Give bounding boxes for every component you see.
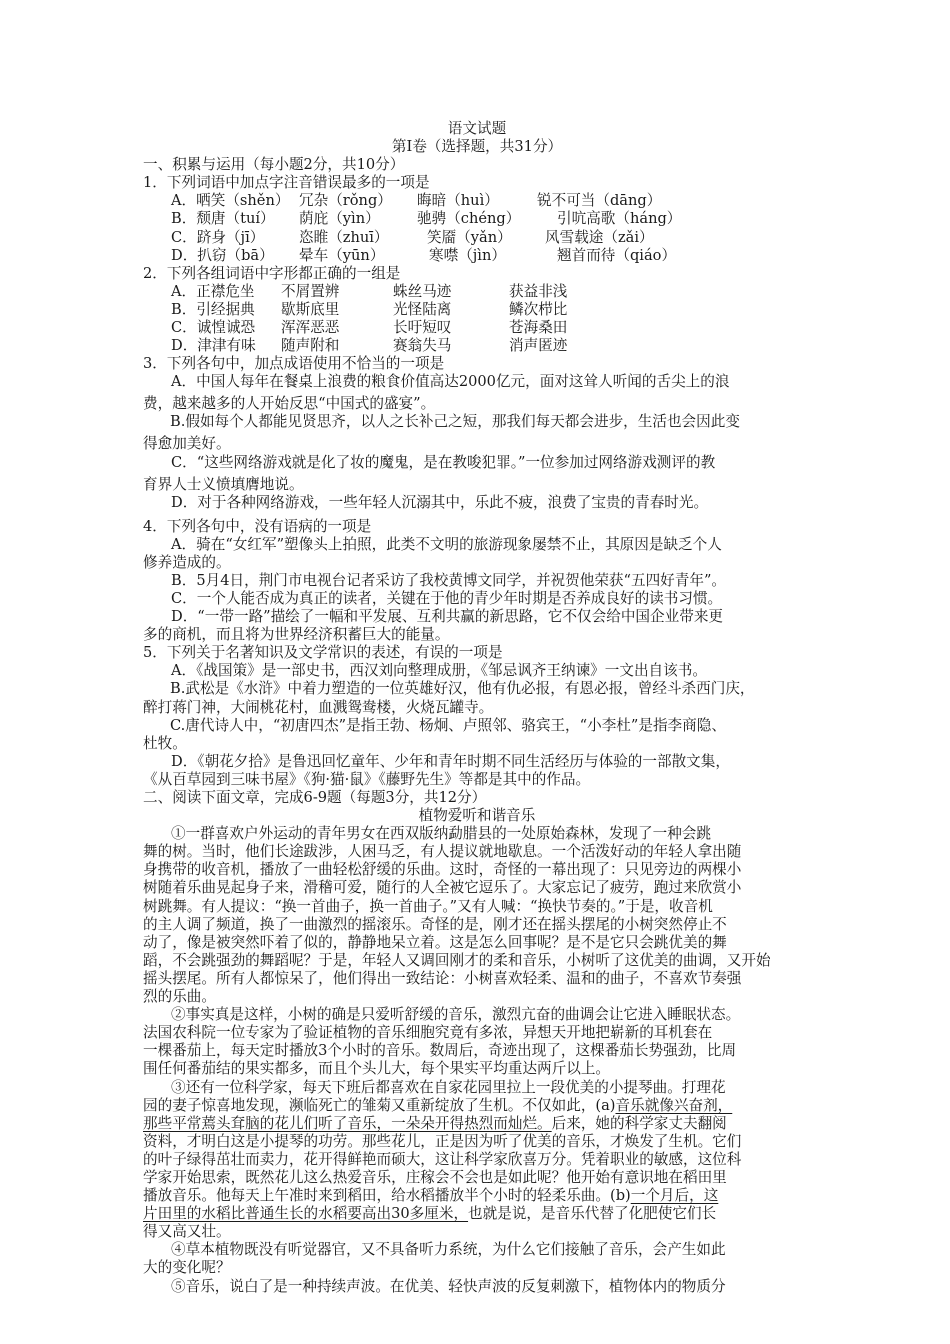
question-2-option-b bbox=[143, 301, 811, 319]
option-item: 随声附和 bbox=[281, 337, 340, 355]
paragraph-line: 围任何番茄结的果实都多，而且个头儿大，每个果实平均重达两斤以上。 bbox=[143, 1060, 611, 1078]
question-1-option-a bbox=[143, 192, 811, 210]
paragraph-line bbox=[143, 1097, 811, 1115]
article-title: 植物爱听和谐音乐 bbox=[418, 807, 536, 825]
option-item: 锐不可当（dāng） bbox=[537, 192, 662, 210]
option-item: B．颓唐（tuí） bbox=[171, 210, 275, 228]
paragraph-line: ⑤音乐，说白了是一种持续声波。在优美、轻快声波的反复刺激下，植物体内的物质分 bbox=[171, 1277, 726, 1295]
paragraph-text: 播放音乐。他每天上午准时来到稻田，给水稻播放半个小时的轻柔乐曲。(b) bbox=[143, 1187, 631, 1205]
question-4-option-a-line-2: 修养造成的。 bbox=[143, 553, 231, 571]
paragraph-line bbox=[143, 1115, 811, 1133]
paragraph-line: 蹈，不会跳强劲的舞蹈呢？于是，年轻人又调回刚才的柔和音乐，小树听了这优美的曲调，又开始 bbox=[143, 951, 771, 969]
underlined-sentence-a: 音乐就像兴奋剂， bbox=[615, 1096, 733, 1114]
paragraph-text: 也就是说，是音乐代替了化肥使它们长 bbox=[468, 1205, 717, 1223]
paragraph-3 bbox=[143, 1079, 811, 1242]
option-item: 鳞次栉比 bbox=[509, 300, 568, 318]
question-3-option-b-line-2: 得愈加美好。 bbox=[143, 435, 231, 453]
option-item: 浑浑恶恶 bbox=[281, 319, 340, 337]
option-item: 赛翁失马 bbox=[393, 337, 452, 355]
question-4-option-a-line-1: A．骑在“女红军”塑像头上拍照，此类不文明的旅游现象屡禁不止，其原因是缺乏个人 bbox=[171, 535, 722, 553]
paragraph-line bbox=[143, 1187, 811, 1205]
question-1-option-d bbox=[143, 247, 811, 265]
paragraph-2 bbox=[143, 1006, 811, 1078]
question-5-option-d-line-2: 《从百草园到三味书屋》《狗·猫·鼠》《藤野先生》等都是其中的作品。 bbox=[143, 770, 591, 788]
question-3-option-a-line-2: 费，越来越多的人开始反思“中国式的盛宴”。 bbox=[143, 395, 436, 413]
paragraph-line: ②事实真是这样，小树的确是只爱听舒缓的音乐，激烈亢奋的曲调会让它进入睡眠状态。 bbox=[171, 1006, 741, 1024]
option-item: 风雪载途（zǎi） bbox=[545, 228, 654, 246]
question-5-option-b-line-1: B.武松是《水浒》中着力塑造的一位英雄好汉，他有仇必报，有恩必报，曾经斗杀西门庆， bbox=[170, 680, 755, 698]
question-5-option-a-line-1: A．《战国策》是一部史书，西汉刘向整理成册，《邹忌讽齐王纳谏》一文出自该书。 bbox=[171, 662, 707, 680]
question-2-stem: 2．下列各组词语中字形都正确的一组是 bbox=[143, 264, 401, 282]
option-item: 寒噤（jìn） bbox=[429, 246, 506, 264]
option-item: 苍海桑田 bbox=[509, 319, 568, 337]
paragraph-text: 后来，她的科学家丈夫翻阅 bbox=[551, 1114, 727, 1132]
question-3-option-a-line-1: A．中国人每年在餐桌上浪费的粮食价值高达2000亿元，面对这耸人听闻的舌尖上的浪 bbox=[171, 373, 730, 391]
question-3-option-b-line-1: B.假如每个人都能见贤思齐，以人之长补己之短，那我们每天都会进步，生活也会因此变 bbox=[170, 413, 740, 431]
paragraph-line: 一棵番茄上，每天定时播放3个小时的音乐。数周后，奇迹出现了，这棵番茄长势强劲，比周 bbox=[143, 1042, 737, 1060]
paragraph-line: ③还有一位科学家，每天下班后都喜欢在自家花园里拉上一段优美的小提琴曲。打理花 bbox=[171, 1078, 726, 1096]
question-2-option-d bbox=[143, 337, 811, 355]
question-3-option-d-line-1: D．对于各种网络游戏，一些年轻人沉溺其中，乐此不疲，浪费了宝贵的青春时光。 bbox=[171, 493, 709, 511]
option-item: 歇斯底里 bbox=[281, 300, 340, 318]
question-5-option-c-line-2: 杜牧。 bbox=[143, 734, 187, 752]
question-3-option-c-line-1: C．“这些网络游戏就是化了妆的魔鬼，是在教唆犯罪。”一位参加过网络游戏测评的教 bbox=[171, 453, 716, 471]
option-item: 不屑置辨 bbox=[281, 282, 340, 300]
option-item: 翘首而待（qiáo） bbox=[557, 246, 677, 264]
option-item: 冗杂（rǒng） bbox=[299, 192, 392, 210]
paragraph-line: 学家开始思索，既然花儿这么热爱音乐，庄稼会不会也是如此呢？他开始有意识地在稻田里 bbox=[143, 1168, 727, 1186]
option-item: 光怪陆离 bbox=[393, 300, 452, 318]
question-5-option-d-line-1: D．《朝花夕拾》是鲁迅回忆童年、少年和青年时期不同生活经历与体验的一部散文集， bbox=[171, 752, 730, 770]
question-2-option-c bbox=[143, 319, 811, 337]
option-item: 长吁短叹 bbox=[393, 319, 452, 337]
option-item: D．扒窃（bā） bbox=[171, 246, 274, 264]
exam-title: 语文试题 bbox=[447, 120, 507, 137]
option-item: 驰骋（chéng） bbox=[417, 210, 521, 228]
paragraph-line: 身携带的收音机，播放了一曲轻松舒缓的乐曲。这时，奇怪的一幕出现了：只见旁边的两棵小 bbox=[143, 861, 742, 879]
option-item: A．哂笑（shěn） bbox=[171, 192, 290, 210]
question-4-option-d-line-2: 多的商机，而且将为世界经济积蓄巨大的能量。 bbox=[143, 626, 450, 644]
question-1-stem: 1．下列词语中加点字注音错误最多的一项是 bbox=[143, 174, 430, 192]
paragraph-line: 树随着乐曲晃起身子来，滑稽可爱，随行的人全被它逗乐了。大家忘记了疲劳，跑过来欣赏小 bbox=[143, 879, 742, 897]
underlined-sentence-a: 那些平常蔫头耷脑的花儿们听了音乐，一朵朵开得热烈而灿烂。 bbox=[143, 1114, 552, 1132]
paragraph-line: 的主人调了频道，换了一曲激烈的摇滚乐。奇怪的是，刚才还在摇头摆尾的小树突然停止不 bbox=[143, 915, 727, 933]
option-item: 蛛丝马迹 bbox=[393, 282, 452, 300]
option-item: 晕车（yūn） bbox=[299, 246, 385, 264]
paragraph-line: 树跳舞。有人提议：“换一首曲子，换一首曲子。”又有人喊：“换快节奏的。”于是，收音机 bbox=[143, 897, 713, 915]
option-item: A．正襟危坐 bbox=[171, 282, 255, 300]
paragraph-line: 资料，才明白这是小提琴的功劳。那些花儿，正是因为听了优美的音乐，才焕发了生机。它们 bbox=[143, 1132, 742, 1150]
question-5-option-b-line-2: 醉打蒋门神，大闹桃花村，血溅鸳鸯楼，火烧瓦罐寺。 bbox=[143, 698, 494, 716]
question-5-stem: 5．下列关于名著知识及文学常识的表述，有误的一项是 bbox=[143, 644, 503, 662]
underlined-sentence-b: 一个月后，这 bbox=[630, 1187, 719, 1205]
option-item: 消声匿迹 bbox=[509, 337, 568, 355]
paragraph-line: 的叶子绿得茁壮而卖力，花开得鲜艳而硕大，这让科学家欣喜万分。凭着职业的敏感，这位科 bbox=[143, 1150, 742, 1168]
option-item: 引吭高歌（háng） bbox=[557, 210, 682, 228]
paragraph-line: 得又高又壮。 bbox=[143, 1223, 231, 1241]
option-item: 笑靥（yǎn） bbox=[427, 228, 512, 246]
paragraph-line: 大的变化呢？ bbox=[143, 1259, 231, 1277]
paragraph-line: 法国农科院一位专家为了验证植物的音乐细胞究竟有多浓，异想天开地把崭新的耳机套在 bbox=[143, 1024, 713, 1042]
section-heading: 二、阅读下面文章，完成6-9题（每题3分，共12分） bbox=[143, 789, 487, 806]
paragraph-line bbox=[143, 1205, 811, 1223]
question-2-option-a bbox=[143, 283, 811, 301]
option-item: 恣睢（zhuī） bbox=[299, 228, 389, 246]
option-item: 晦暗（huì） bbox=[417, 192, 499, 210]
question-4-option-d-line-1: D．“一带一路”描绘了一幅和平发展、互利共赢的新思路，它不仅会给中国企业带来更 bbox=[171, 608, 724, 626]
question-1-option-b bbox=[143, 210, 811, 228]
paragraph-1 bbox=[143, 825, 811, 1006]
option-item: C．跻身（jī） bbox=[171, 228, 265, 246]
underlined-sentence-b: 片田里的水稻比普通生长的水稻要高出30多厘米， bbox=[143, 1205, 469, 1223]
option-item: B．引经据典 bbox=[171, 300, 255, 318]
question-3-stem: 3．下列各句中，加点成语使用不恰当的一项是 bbox=[143, 355, 445, 373]
paragraph-line: ①一群喜欢户外运动的青年男女在西双版纳勐腊县的一处原始森林，发现了一种会跳 bbox=[171, 825, 711, 843]
option-item: 获益非浅 bbox=[509, 282, 568, 300]
part-heading: 第Ⅰ卷（选择题，共31分） bbox=[391, 138, 563, 156]
option-item: D．津津有味 bbox=[171, 337, 256, 355]
paragraph-4 bbox=[143, 1241, 811, 1277]
question-4-option-c-line-1: C．一个人能否成为真正的读者，关键在于他的青少年时期是否养成良好的读书习惯。 bbox=[171, 589, 723, 607]
paragraph-line: ④草本植物既没有听觉器官，又不具备听力系统，为什么它们接触了音乐，会产生如此 bbox=[171, 1241, 726, 1259]
paragraph-text: 园的妻子惊喜地发现，濒临死亡的雏菊又重新绽放了生机。不仅如此，(a) bbox=[143, 1096, 616, 1114]
paragraph-line: 舞的树。当时，他们长途跋涉，人困马乏，有人提议就地歇息。一个活泼好动的年轻人拿出随 bbox=[143, 843, 742, 861]
question-5-option-c-line-1: C.唐代诗人中，“初唐四杰”是指王勃、杨炯、卢照邻、骆宾王，“小李杜”是指李商隐、 bbox=[170, 716, 726, 734]
exam-document bbox=[143, 120, 811, 1296]
section-heading: 一、积累与运用（每小题2分，共10分） bbox=[143, 156, 405, 174]
option-item: C．诚惶诚恐 bbox=[171, 319, 256, 337]
paragraph-line: 烈的乐曲。 bbox=[143, 988, 216, 1006]
question-3-option-c-line-2: 育界人士义愤填膺地说。 bbox=[143, 475, 304, 493]
paragraph-5 bbox=[143, 1278, 811, 1296]
question-4-option-b-line-1: B．5月4日，荆门市电视台记者采访了我校黄博文同学，并祝贺他荣获“五四好青年”。 bbox=[171, 571, 727, 589]
option-item: 荫庇（yìn） bbox=[299, 210, 380, 228]
paragraph-line: 动了，像是被突然吓着了似的，静静地呆立着。这是怎么回事呢？是不是它只会跳优美的舞 bbox=[143, 933, 727, 951]
paragraph-line: 摇头摆尾。所有人都惊呆了，他们得出一致结论：小树喜欢轻柔、温和的曲子，不喜欢节奏强 bbox=[143, 969, 742, 987]
question-4-stem: 4．下列各句中，没有语病的一项是 bbox=[143, 517, 372, 535]
question-1-option-c bbox=[143, 229, 811, 247]
